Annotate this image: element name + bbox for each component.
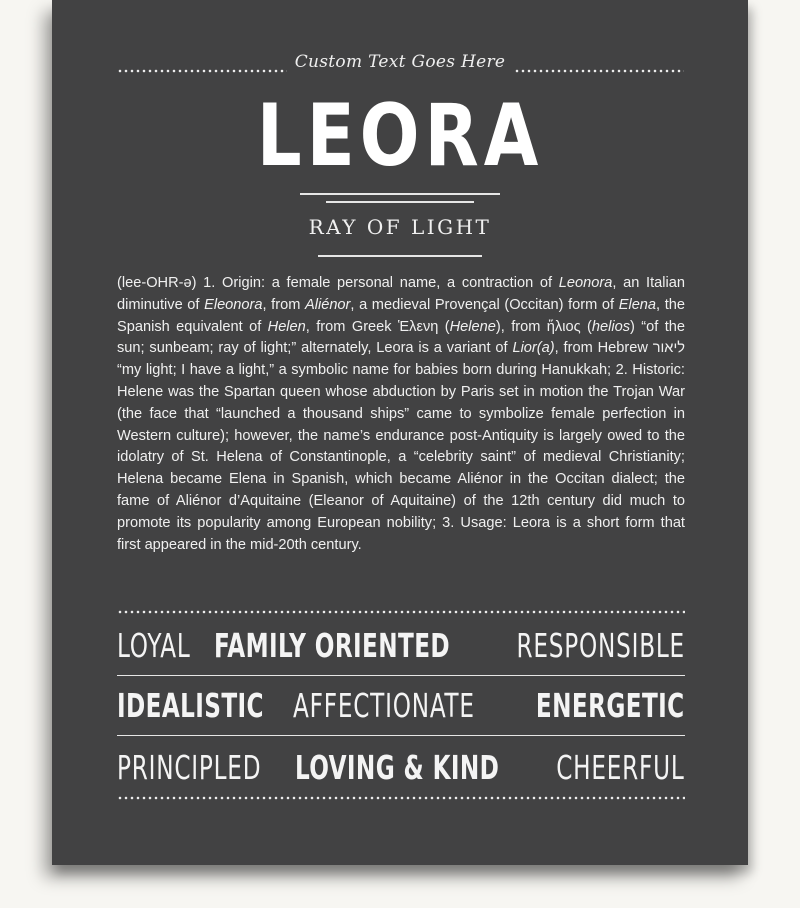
trait-word: AFFECTIONATE — [293, 686, 475, 725]
trait-word: PRINCIPLED — [117, 748, 262, 787]
traits-row-1 — [117, 626, 685, 666]
dotted-divider-traits-bottom — [117, 796, 685, 800]
trait-word: CHEERFUL — [556, 748, 685, 787]
trait-word: RESPONSIBLE — [516, 626, 685, 665]
dotted-divider-right — [514, 69, 684, 73]
pronunciation: (lee-OHR-ə) — [117, 275, 197, 291]
trait-word: FAMILY ORIENTED — [214, 626, 451, 665]
traits-divider-2 — [117, 735, 685, 736]
trait-word: ENERGETIC — [536, 686, 685, 725]
name-meaning: RAY OF LIGHT — [308, 215, 492, 239]
title-underline-bottom — [326, 201, 474, 203]
trait-word: LOVING & KIND — [295, 748, 500, 787]
traits-row-3 — [117, 748, 685, 788]
traits-divider-1 — [117, 675, 685, 676]
trait-word: IDEALISTIC — [117, 686, 264, 725]
custom-text-banner: Custom Text Goes Here — [294, 52, 506, 72]
traits-row-2 — [117, 686, 685, 726]
trait-word: LOYAL — [117, 626, 191, 665]
title-underline-top — [300, 193, 500, 195]
name-definition: (lee-OHR-ə) 1. Origin: a female personal name, a contraction of Leonora, an Italian diminutive of Eleonora, from Aliénor, a medieval Provençal (Occitan) form of Elena, the Spanish equivalent of Helen, from Greek Ἑλενη (Helene), from ἥλιος (helios) “of the sun; sunbeam; ray of light;” alternately, Leora is a variant of Lior(a), from Hebrew ליאור “my light; I have a light,” a symbolic name for babies born during Hanukkah; 2. Historic: Helene was the Spartan queen whose abduction by Paris set in motion the Trojan War (the face that “launched a thousand ships” came to symbolize female perfection in Western culture); however, the name’s endurance post-Antiquity is largely owed to the idolatry of St. Helena of Constantinople, a “celebrity saint” of medieval Christianity; Helena became Elena in Spanish, which became Aliénor in the Occitan dialect; the fame of Aliénor d’Aquitaine (Eleanor of Aquitaine) of the 12th century did much to promote its popularity among European nobility; 3. Usage: Leora is a short form that first appeared in the mid-20th century. — [117, 275, 686, 553]
dotted-divider-traits-top — [117, 610, 685, 614]
meaning-underline — [318, 255, 482, 257]
name-poster — [52, 0, 748, 865]
name-title: LEORA — [256, 86, 544, 186]
